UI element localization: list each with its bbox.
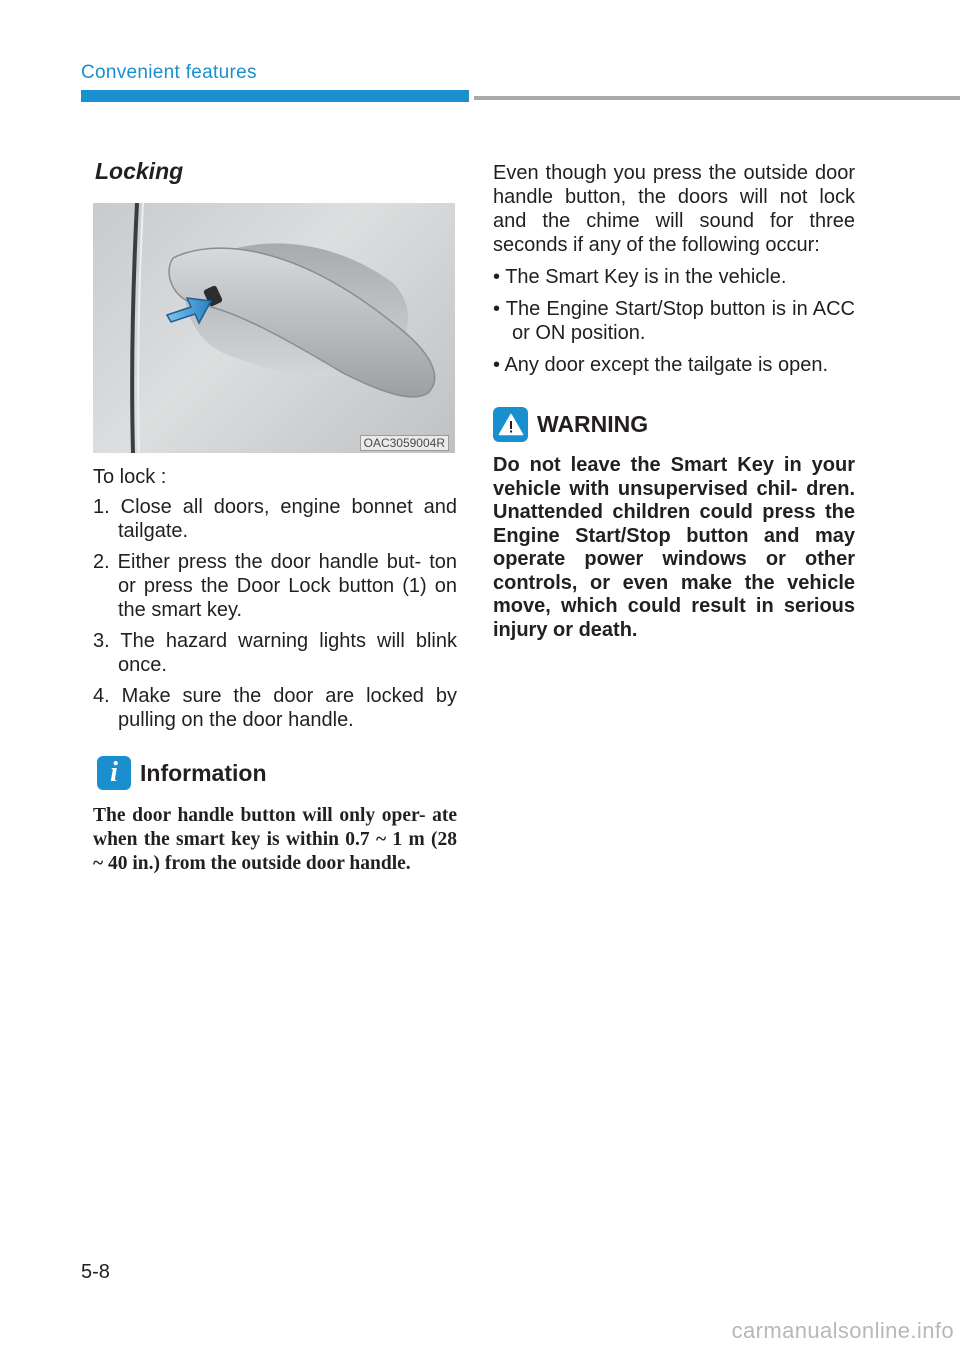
watermark: carmanualsonline.info	[731, 1318, 954, 1343]
door-handle-illustration	[93, 203, 455, 453]
left-column	[93, 158, 457, 876]
locking-title: Locking	[95, 158, 184, 184]
list-item: • The Engine Start/Stop button is in ACC or ON position.	[493, 298, 855, 344]
section-header: Convenient features	[81, 62, 257, 83]
page-number: 5-8	[81, 1261, 110, 1283]
warning-triangle-icon	[493, 407, 528, 442]
list-item: 1. Close all doors, engine bonnet and tailgate.	[93, 496, 457, 542]
list-item: 3. The hazard warning lights will blink once.	[93, 630, 457, 676]
lock-steps	[93, 495, 457, 732]
list-item: • Any door except the tailgate is open.	[493, 354, 828, 376]
information-title: Information	[140, 759, 267, 786]
list-item: • The Smart Key is in the vehicle.	[493, 266, 787, 288]
header-blue-bar	[81, 90, 469, 102]
right-intro: Even though you press the outside door handle button, the doors will not lock and the chime will sound for three seconds if any of the following occur:	[493, 162, 855, 256]
info-icon: i	[97, 756, 131, 790]
information-text: The door handle button will only oper- ate when the smart key is within 0.7 ~ 1 m (28 ~ 40 in.) from the outside door handle.	[93, 805, 457, 874]
warning-title: WARNING	[537, 411, 649, 437]
information-header	[93, 756, 457, 790]
list-item: 4. Make sure the door are locked by pulling on the door handle.	[93, 685, 457, 731]
warning-header	[493, 407, 855, 442]
header-gray-rule	[474, 96, 960, 100]
list-item: 2. Either press the door handle but- ton or press the Door Lock button (1) on the smart key.	[93, 551, 457, 621]
warning-text: Do not leave the Smart Key in your vehicle with unsupervised chil- dren. Unattended children could press the Engine Start/Stop button and may operate power windows or other controls, or even make the vehicle move, which could result in serious injury or death.	[493, 454, 855, 641]
door-handle-figure	[93, 203, 455, 453]
right-column	[493, 161, 855, 642]
condition-list	[493, 265, 855, 377]
lock-lead: To lock :	[93, 466, 167, 488]
figure-code: OAC3059004R	[360, 435, 449, 451]
